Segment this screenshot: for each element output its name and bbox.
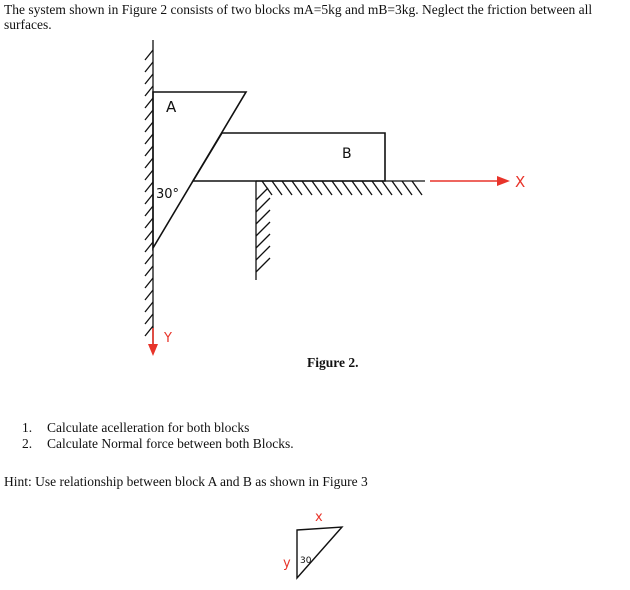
- block-a-label: A: [166, 98, 177, 116]
- block-b: [193, 133, 385, 181]
- left-wall: [145, 40, 153, 345]
- x-axis-label: X: [515, 173, 526, 191]
- problem-intro: The system shown in Figure 2 consists of two blocks mA=5kg and mB=3kg. Neglect the friction between all surfaces.: [4, 2, 593, 32]
- figure-3-y-label: y: [283, 556, 291, 571]
- floor-surface: [256, 181, 425, 280]
- figure-3-diagram: [283, 510, 342, 578]
- question-number: 1.: [22, 420, 33, 435]
- figure-3-angle-label: 30: [300, 556, 312, 566]
- question-item: [22, 436, 294, 452]
- y-axis-arrow: [148, 328, 158, 356]
- y-axis-label: Y: [164, 331, 172, 346]
- hint-text: Hint: Use relationship between block A and B as shown in Figure 3: [4, 474, 368, 489]
- angle-label: 30°: [156, 187, 180, 202]
- figure-3-x-label: x: [315, 510, 323, 525]
- question-text: Calculate acelleration for both blocks: [47, 420, 250, 435]
- figure-2-caption: Figure 2.: [307, 355, 359, 370]
- block-b-label: B: [342, 146, 352, 162]
- question-number: 2.: [22, 436, 33, 451]
- question-item: [22, 420, 294, 436]
- x-axis-arrow: [430, 176, 510, 186]
- question-text: Calculate Normal force between both Blocks.: [47, 436, 294, 451]
- questions-list: [22, 420, 294, 452]
